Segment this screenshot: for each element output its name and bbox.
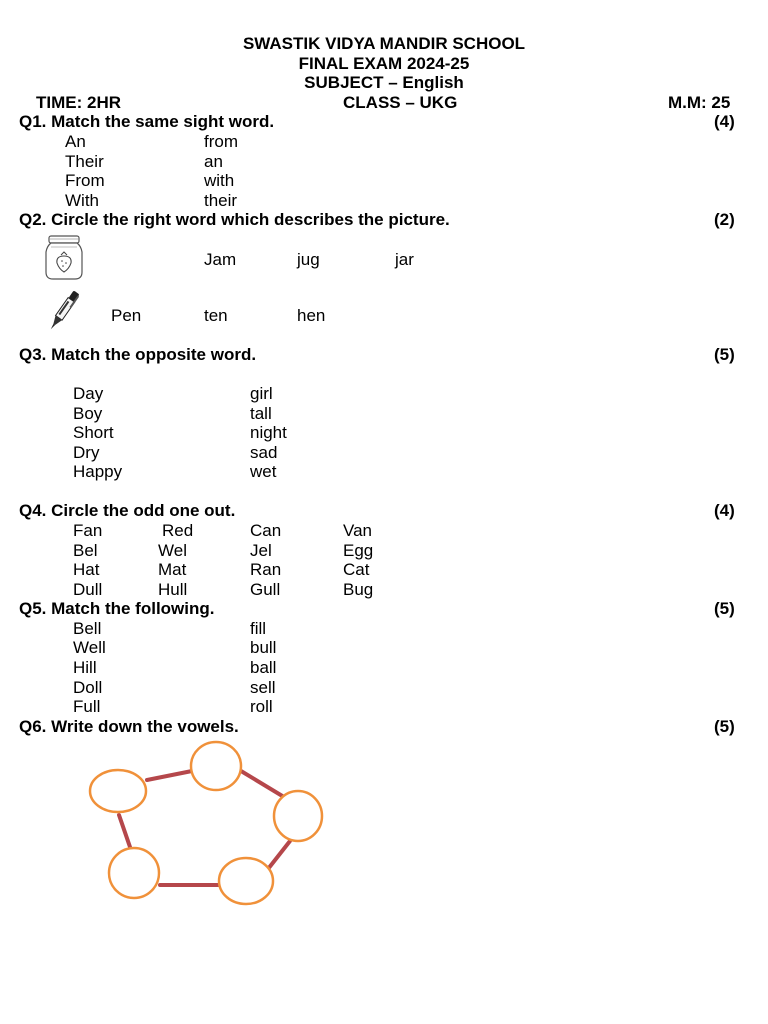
q1-right-word: an	[204, 152, 223, 171]
vowel-blank-circle[interactable]	[90, 770, 146, 812]
q2-option: jar	[395, 250, 414, 269]
q1-title: Q1. Match the same sight word.	[19, 112, 275, 131]
class-label: CLASS – UKG	[343, 93, 458, 112]
q4-word: Wel	[158, 541, 187, 560]
q1-left-word: From	[65, 171, 105, 190]
q3-right-word: girl	[250, 384, 273, 403]
q2-option: Pen	[111, 306, 142, 325]
q3-right-word: sad	[250, 443, 278, 462]
q1-left-word: With	[65, 191, 99, 210]
vowel-blank-circle[interactable]	[219, 858, 273, 904]
q4-word: Ran	[250, 560, 282, 579]
q1-left-word: Their	[65, 152, 104, 171]
q4-word: Gull	[250, 580, 281, 599]
q4-word: Hat	[73, 560, 100, 579]
connector-line	[241, 771, 284, 797]
q3-title: Q3. Match the opposite word.	[19, 345, 257, 364]
q3-right-word: night	[250, 423, 287, 442]
connector-line	[119, 815, 130, 847]
q3-marks: (5)	[714, 345, 735, 364]
q3-left-word: Boy	[73, 404, 103, 423]
q5-right-word: roll	[250, 697, 273, 716]
q5-left-word: Hill	[73, 658, 97, 677]
school-name: SWASTIK VIDYA MANDIR SCHOOL	[242, 34, 526, 53]
q4-word: Dull	[73, 580, 103, 599]
q3-left-word: Short	[73, 423, 114, 442]
q5-left-word: Bell	[73, 619, 102, 638]
q6-marks: (5)	[714, 717, 735, 736]
q1-right-word: their	[204, 191, 238, 210]
q1-right-word: with	[204, 171, 235, 190]
time-label: TIME: 2HR	[36, 93, 121, 112]
q4-word: Bel	[73, 541, 98, 560]
q2-option: Jam	[204, 250, 237, 269]
q3-left-word: Happy	[73, 462, 123, 481]
exam-title: FINAL EXAM 2024-25	[298, 54, 470, 73]
q5-left-word: Well	[73, 638, 106, 657]
q5-right-word: sell	[250, 678, 276, 697]
q4-word: Bug	[343, 580, 374, 599]
q2-marks: (2)	[714, 210, 735, 229]
q4-word: Hull	[158, 580, 188, 599]
q5-right-word: fill	[250, 619, 267, 638]
q5-right-word: ball	[250, 658, 277, 677]
q6-title: Q6. Write down the vowels.	[19, 717, 239, 736]
subject-line: SUBJECT – English	[304, 73, 464, 92]
q2-option: ten	[204, 306, 228, 325]
q4-word: Can	[250, 521, 282, 540]
vowel-blank-circle[interactable]	[109, 848, 159, 898]
q3-left-word: Dry	[73, 443, 100, 462]
q4-title: Q4. Circle the odd one out.	[19, 501, 236, 520]
q3-right-word: tall	[250, 404, 272, 423]
jar-icon	[40, 233, 88, 283]
q1-marks: (4)	[714, 112, 735, 131]
vowel-blank-circle[interactable]	[274, 791, 322, 841]
q1-right-word: from	[204, 132, 238, 151]
q2-option: jug	[297, 250, 320, 269]
q4-word: Mat	[158, 560, 187, 579]
q5-left-word: Full	[73, 697, 101, 716]
q4-word: Van	[343, 521, 372, 540]
q4-marks: (4)	[714, 501, 735, 520]
q4-word: Cat	[343, 560, 370, 579]
q2-option: hen	[297, 306, 326, 325]
q3-right-word: wet	[250, 462, 277, 481]
q5-marks: (5)	[714, 599, 735, 618]
pen-icon	[42, 286, 84, 336]
connector-line	[268, 841, 290, 869]
max-marks: M.M: 25	[668, 93, 731, 112]
q4-word: Red	[162, 521, 194, 540]
q5-left-word: Doll	[73, 678, 103, 697]
q5-title: Q5. Match the following.	[19, 599, 215, 618]
q4-word: Egg	[343, 541, 374, 560]
q5-right-word: bull	[250, 638, 277, 657]
q3-left-word: Day	[73, 384, 104, 403]
q2-title: Q2. Circle the right word which describes the picture.	[19, 210, 450, 229]
connector-line	[147, 771, 192, 780]
vowel-pentagon-diagram	[80, 735, 340, 915]
q4-word: Fan	[73, 521, 103, 540]
vowel-blank-circle[interactable]	[191, 742, 241, 790]
q1-left-word: An	[65, 132, 86, 151]
q4-word: Jel	[250, 541, 272, 560]
